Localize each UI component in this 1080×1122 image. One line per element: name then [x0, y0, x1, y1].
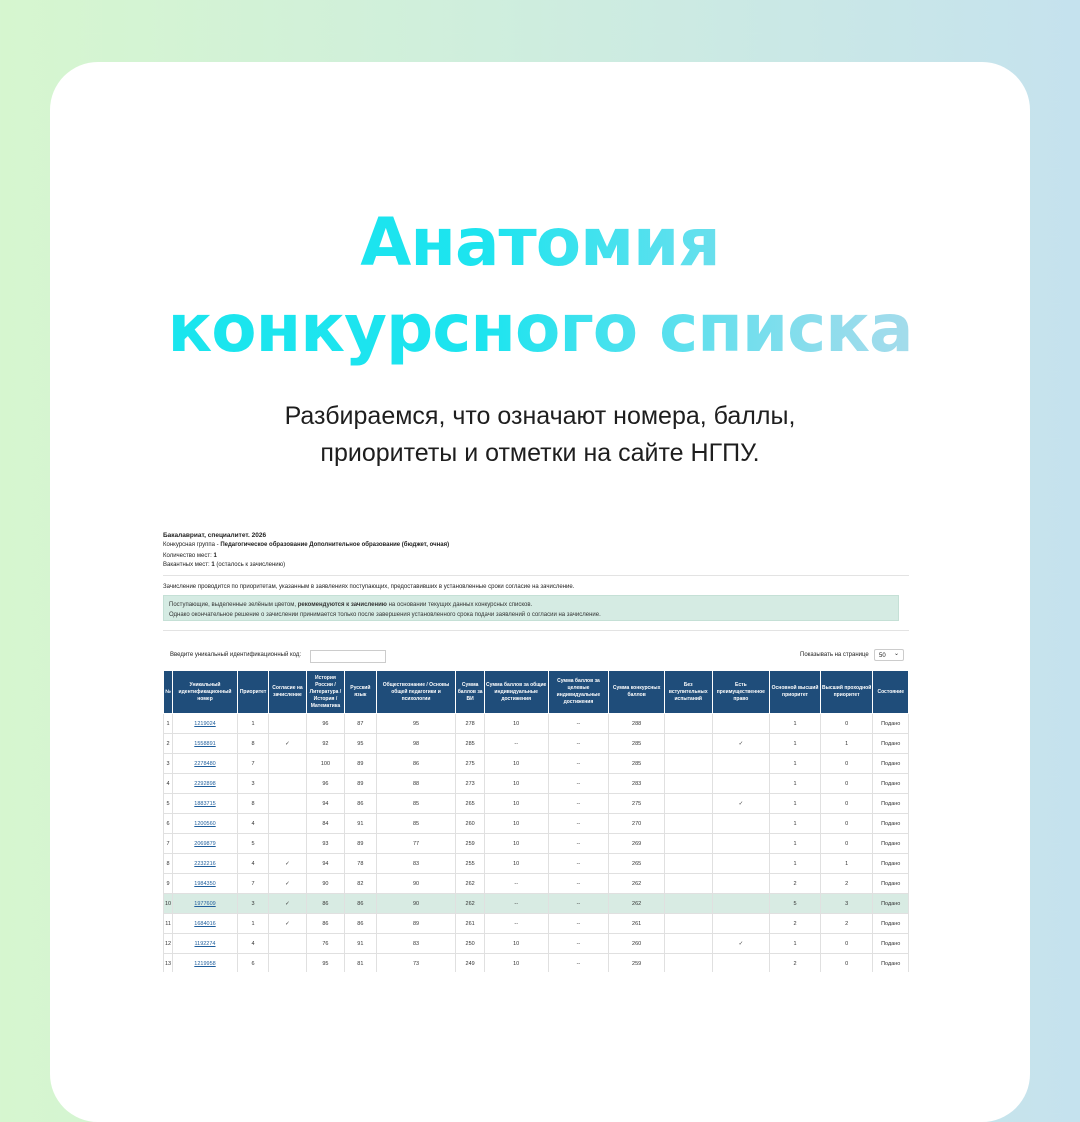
table-cell: 86 — [345, 894, 376, 914]
table-cell: 10 — [484, 814, 548, 834]
table-cell: 3 — [237, 894, 268, 914]
column-header[interactable]: Сумма баллов за целевые индивидуальные достижения — [548, 671, 609, 714]
table-cell — [269, 754, 306, 774]
table-cell: -- — [548, 734, 609, 754]
table-cell: 98 — [376, 734, 456, 754]
table-row — [164, 714, 909, 734]
table-cell: 249 — [456, 954, 484, 973]
table-cell — [664, 774, 712, 794]
table-cell — [269, 794, 306, 814]
table-cell: 1 — [237, 714, 268, 734]
table-cell: 262 — [609, 894, 665, 914]
table-cell: 1 — [237, 914, 268, 934]
table-cell: 0 — [820, 794, 873, 814]
table-cell: 100 — [306, 754, 344, 774]
table-cell: 8 — [237, 734, 268, 754]
divider — [163, 575, 909, 576]
level-heading: Бакалавриат, специалитет. 2026 — [163, 532, 267, 539]
column-header[interactable]: Сумма баллов за ВИ — [456, 671, 484, 714]
table-cell: -- — [548, 934, 609, 954]
table-cell: 3 — [820, 894, 873, 914]
table-cell: 285 — [609, 754, 665, 774]
applicant-id-link[interactable]: 1219024 — [173, 714, 238, 734]
table-body — [164, 714, 909, 973]
table-cell: 10 — [484, 854, 548, 874]
recommendation-notice — [163, 595, 899, 621]
table-cell: 85 — [376, 794, 456, 814]
vacant-count — [163, 562, 285, 568]
table-cell: 89 — [376, 914, 456, 934]
table-cell: 10 — [484, 954, 548, 973]
applicant-id-link[interactable]: 1192274 — [173, 934, 238, 954]
table-cell: ✓ — [269, 874, 306, 894]
applicant-id-link[interactable]: 2069879 — [173, 834, 238, 854]
table-cell: 86 — [306, 894, 344, 914]
table-cell: 96 — [306, 774, 344, 794]
table-cell: 265 — [609, 854, 665, 874]
places-label: Количество мест: — [163, 553, 214, 559]
table-row — [164, 794, 909, 814]
page-title — [0, 200, 1080, 372]
table-cell: 90 — [306, 874, 344, 894]
table-cell: 285 — [609, 734, 665, 754]
applicant-id-link[interactable]: 2278480 — [173, 754, 238, 774]
column-header[interactable]: № — [164, 671, 173, 714]
table-row — [164, 874, 909, 894]
table-cell: 1 — [770, 794, 821, 814]
table-cell — [712, 854, 770, 874]
table-cell: 8 — [237, 794, 268, 814]
table-cell: 76 — [306, 934, 344, 954]
subtitle-line-2: приоритеты и отметки на сайте НГПУ. — [320, 439, 760, 467]
column-header[interactable]: Обществознание / Основы общей педагогики и психологии — [376, 671, 456, 714]
table-cell: Подано — [873, 734, 909, 754]
table-cell: 0 — [820, 954, 873, 973]
table-cell: 262 — [456, 894, 484, 914]
table-cell: -- — [484, 874, 548, 894]
ranking-table — [163, 670, 909, 972]
table-row — [164, 734, 909, 754]
vacant-suffix: (осталось к зачислению) — [214, 562, 286, 568]
table-cell: -- — [548, 854, 609, 874]
table-cell: 89 — [345, 834, 376, 854]
table-cell: 275 — [456, 754, 484, 774]
table-cell: 2 — [770, 874, 821, 894]
table-cell: 2 — [770, 954, 821, 973]
table-cell: -- — [548, 814, 609, 834]
table-cell: 95 — [376, 714, 456, 734]
table-cell: ✓ — [712, 794, 770, 814]
table-cell — [664, 854, 712, 874]
table-cell: 1 — [770, 774, 821, 794]
table-cell: 270 — [609, 814, 665, 834]
table-cell: 0 — [820, 774, 873, 794]
table-cell: -- — [548, 874, 609, 894]
table-cell: 87 — [345, 714, 376, 734]
table-cell — [269, 934, 306, 954]
table-cell: -- — [548, 774, 609, 794]
table-cell: 96 — [306, 714, 344, 734]
table-cell: 10 — [484, 934, 548, 954]
table-cell: ✓ — [269, 914, 306, 934]
table-cell — [269, 714, 306, 734]
table-cell: 5 — [770, 894, 821, 914]
table-cell: 3 — [164, 754, 173, 774]
table-cell: 0 — [820, 934, 873, 954]
table-cell — [712, 774, 770, 794]
column-header[interactable]: Есть преимущественное право — [712, 671, 770, 714]
table-cell: -- — [548, 754, 609, 774]
table-cell: 90 — [376, 894, 456, 914]
table-cell: -- — [484, 734, 548, 754]
notice-line-2: Однако окончательное решение о зачислении принимается только после завершения установленного срока подачи заявлений о согласии на зачисление. — [169, 612, 601, 618]
column-header[interactable]: Высший проходной приоритет — [820, 671, 873, 714]
table-cell: 4 — [237, 814, 268, 834]
table-cell — [269, 814, 306, 834]
table-cell: 269 — [609, 834, 665, 854]
notice-text-c: на основании текущих данных конкурсных списков. — [386, 602, 533, 608]
applicant-id-link[interactable]: 2232216 — [173, 854, 238, 874]
table-cell: -- — [548, 714, 609, 734]
table-cell: 6 — [237, 954, 268, 973]
table-cell: 10 — [484, 774, 548, 794]
table-cell: 78 — [345, 854, 376, 874]
table-cell: 262 — [456, 874, 484, 894]
table-row — [164, 834, 909, 854]
table-cell — [712, 914, 770, 934]
table-cell — [269, 774, 306, 794]
table-cell: 91 — [345, 814, 376, 834]
table-cell: 273 — [456, 774, 484, 794]
table-cell: -- — [548, 914, 609, 934]
table-cell: 1 — [820, 854, 873, 874]
column-header[interactable]: Согласие на зачисление — [269, 671, 306, 714]
column-header[interactable]: Сумма конкурсных баллов — [609, 671, 665, 714]
table-cell: 92 — [306, 734, 344, 754]
table-cell: 83 — [376, 934, 456, 954]
table-cell: 95 — [345, 734, 376, 754]
search-label: Введите уникальный идентификационный код: — [170, 652, 302, 658]
table-cell: 5 — [164, 794, 173, 814]
table-cell: 4 — [164, 774, 173, 794]
table-cell: 0 — [820, 814, 873, 834]
table-cell: 93 — [306, 834, 344, 854]
table-cell — [664, 934, 712, 954]
table-cell: 4 — [237, 854, 268, 874]
table-cell: 95 — [306, 954, 344, 973]
table-cell: 94 — [306, 854, 344, 874]
column-header[interactable]: Сумма баллов за общие индивидуальные достижения — [484, 671, 548, 714]
applicant-id-link[interactable]: 1200560 — [173, 814, 238, 834]
table-cell — [712, 834, 770, 854]
title-line-2: конкурсного списка — [167, 290, 913, 367]
table-cell: 0 — [820, 834, 873, 854]
table-cell: 1 — [770, 934, 821, 954]
table-cell — [664, 954, 712, 973]
table-cell: 94 — [306, 794, 344, 814]
table-cell — [712, 874, 770, 894]
table-cell: ✓ — [269, 894, 306, 914]
table-cell — [664, 734, 712, 754]
table-cell — [712, 714, 770, 734]
table-cell: ✓ — [269, 854, 306, 874]
table-cell: 88 — [376, 774, 456, 794]
column-header[interactable]: Без вступительных испытаний — [664, 671, 712, 714]
table-cell — [664, 794, 712, 814]
table-cell: -- — [548, 794, 609, 814]
table-cell: 86 — [376, 754, 456, 774]
table-cell: 89 — [345, 774, 376, 794]
table-cell: 5 — [237, 834, 268, 854]
table-cell: ✓ — [712, 934, 770, 954]
table-cell: 1 — [164, 714, 173, 734]
per-page-select[interactable] — [874, 649, 904, 661]
table-header-row — [164, 671, 909, 714]
table-row — [164, 754, 909, 774]
table-cell: 278 — [456, 714, 484, 734]
table-cell: 1 — [770, 834, 821, 854]
table-cell: 82 — [345, 874, 376, 894]
table-cell: 255 — [456, 854, 484, 874]
table-cell: Подано — [873, 774, 909, 794]
vacant-label: Вакантных мест: — [163, 562, 212, 568]
table-cell: 261 — [609, 914, 665, 934]
table-cell: Подано — [873, 814, 909, 834]
table-cell — [664, 714, 712, 734]
table-cell — [712, 814, 770, 834]
notice-line-1 — [169, 600, 893, 610]
divider — [163, 630, 909, 631]
table-cell: 84 — [306, 814, 344, 834]
places-count — [163, 553, 217, 559]
table-row — [164, 954, 909, 973]
notice-text-a: Поступающие, выделенные зелёным цветом, — [169, 602, 298, 608]
table-cell: Подано — [873, 914, 909, 934]
table-cell: 12 — [164, 934, 173, 954]
table-cell: Подано — [873, 894, 909, 914]
table-cell: 260 — [609, 934, 665, 954]
table-cell: 91 — [345, 934, 376, 954]
page-subtitle — [0, 398, 1080, 472]
table-cell: ✓ — [269, 734, 306, 754]
table-cell: 250 — [456, 934, 484, 954]
table-cell: 90 — [376, 874, 456, 894]
table-cell — [664, 834, 712, 854]
table-cell: 285 — [456, 734, 484, 754]
table-cell — [269, 954, 306, 973]
places-value: 1 — [213, 553, 217, 559]
table-cell: 3 — [237, 774, 268, 794]
group-name: Педагогическое образование Дополнительное образование (бюджет, очная) — [220, 542, 450, 548]
table-cell: 7 — [237, 754, 268, 774]
subtitle-line-1: Разбираемся, что означают номера, баллы, — [284, 402, 796, 430]
table-cell: 265 — [456, 794, 484, 814]
table-cell: 10 — [164, 894, 173, 914]
table-cell — [712, 954, 770, 973]
table-cell: -- — [548, 954, 609, 973]
table-cell: 1 — [770, 734, 821, 754]
table-cell — [269, 834, 306, 854]
column-header[interactable]: Состояние — [873, 671, 909, 714]
column-header[interactable]: История России / Литература / История / Математика — [306, 671, 344, 714]
table-cell: 275 — [609, 794, 665, 814]
table-cell — [712, 754, 770, 774]
table-cell: 86 — [306, 914, 344, 934]
table-cell: 85 — [376, 814, 456, 834]
applicant-id-link[interactable]: 1684016 — [173, 914, 238, 934]
column-header[interactable]: Русский язык — [345, 671, 376, 714]
table-cell: 13 — [164, 954, 173, 973]
table-cell: 2 — [770, 914, 821, 934]
table-cell: 73 — [376, 954, 456, 973]
table-cell: 2 — [164, 734, 173, 754]
table-cell: Подано — [873, 714, 909, 734]
table-cell: Подано — [873, 874, 909, 894]
table-cell: 288 — [609, 714, 665, 734]
table-cell: 262 — [609, 874, 665, 894]
applicant-id-link[interactable]: 1883715 — [173, 794, 238, 814]
table-cell: 86 — [345, 794, 376, 814]
vacant-value: 1 — [211, 562, 215, 568]
per-page-value: 50 — [879, 653, 886, 659]
table-cell: 7 — [237, 874, 268, 894]
table-row — [164, 934, 909, 954]
table-cell: -- — [548, 894, 609, 914]
table-cell: 1 — [770, 854, 821, 874]
column-header[interactable]: Уникальный идентификационный номер — [173, 671, 238, 714]
per-page-label: Показывать на странице — [800, 652, 869, 658]
enrollment-note: Зачисление проводится по приоритетам, указанным в заявлениях поступающих, предоставивших в установленные сроки согласие на зачисление. — [163, 584, 575, 590]
table-row — [164, 914, 909, 934]
table-cell: 10 — [484, 794, 548, 814]
table-row — [164, 774, 909, 794]
table-cell: 1 — [770, 754, 821, 774]
table-cell — [712, 894, 770, 914]
table-cell: Подано — [873, 854, 909, 874]
applicant-id-link[interactable]: 1219958 — [173, 954, 238, 973]
table-cell: 81 — [345, 954, 376, 973]
search-input[interactable] — [310, 650, 386, 663]
table-cell — [664, 814, 712, 834]
table-cell: Подано — [873, 954, 909, 973]
table-cell: -- — [548, 834, 609, 854]
table-cell: 10 — [484, 714, 548, 734]
table-cell — [664, 754, 712, 774]
table-cell: 10 — [484, 754, 548, 774]
table-cell: -- — [484, 894, 548, 914]
table-cell: -- — [484, 914, 548, 934]
table-cell: 0 — [820, 754, 873, 774]
table-cell: 77 — [376, 834, 456, 854]
notice-text-bold: рекомендуются к зачислению — [297, 602, 387, 608]
table-cell: 4 — [237, 934, 268, 954]
applicant-id-link[interactable]: 1984350 — [173, 874, 238, 894]
table-cell: 260 — [456, 814, 484, 834]
table-cell: Подано — [873, 794, 909, 814]
table-cell: 0 — [820, 714, 873, 734]
ranking-list-screenshot — [160, 522, 912, 972]
chevron-down-icon: ⌄ — [893, 651, 899, 657]
table-cell: Подано — [873, 754, 909, 774]
applicant-id-link[interactable]: 2292898 — [173, 774, 238, 794]
table-cell: 83 — [376, 854, 456, 874]
table-cell: 9 — [164, 874, 173, 894]
group-prefix: Конкурсная группа - — [163, 542, 221, 548]
applicant-id-link[interactable]: 1558891 — [173, 734, 238, 754]
table-cell: 10 — [484, 834, 548, 854]
table-row — [164, 854, 909, 874]
table-cell: 7 — [164, 834, 173, 854]
table-cell — [664, 914, 712, 934]
table-cell: 1 — [770, 714, 821, 734]
column-header[interactable]: Приоритет — [237, 671, 268, 714]
table-cell: 6 — [164, 814, 173, 834]
table-cell: 283 — [609, 774, 665, 794]
table-cell: ✓ — [712, 734, 770, 754]
table-cell: 86 — [345, 914, 376, 934]
applicant-id-link[interactable]: 1977609 — [173, 894, 238, 914]
table-cell — [664, 894, 712, 914]
table-cell: 261 — [456, 914, 484, 934]
table-row — [164, 894, 909, 914]
table-cell: 8 — [164, 854, 173, 874]
table-cell: 2 — [820, 874, 873, 894]
title-line-1: Анатомия — [360, 204, 720, 281]
table-cell: 89 — [345, 754, 376, 774]
table-cell: 1 — [770, 814, 821, 834]
table-cell: 259 — [609, 954, 665, 973]
table-cell: 2 — [820, 914, 873, 934]
table-cell: 1 — [820, 734, 873, 754]
table-row — [164, 814, 909, 834]
table-cell: Подано — [873, 934, 909, 954]
column-header[interactable]: Основной высший приоритет — [770, 671, 821, 714]
table-cell: 11 — [164, 914, 173, 934]
table-cell: Подано — [873, 834, 909, 854]
competition-group — [163, 542, 449, 548]
table-cell — [664, 874, 712, 894]
table-cell: 259 — [456, 834, 484, 854]
